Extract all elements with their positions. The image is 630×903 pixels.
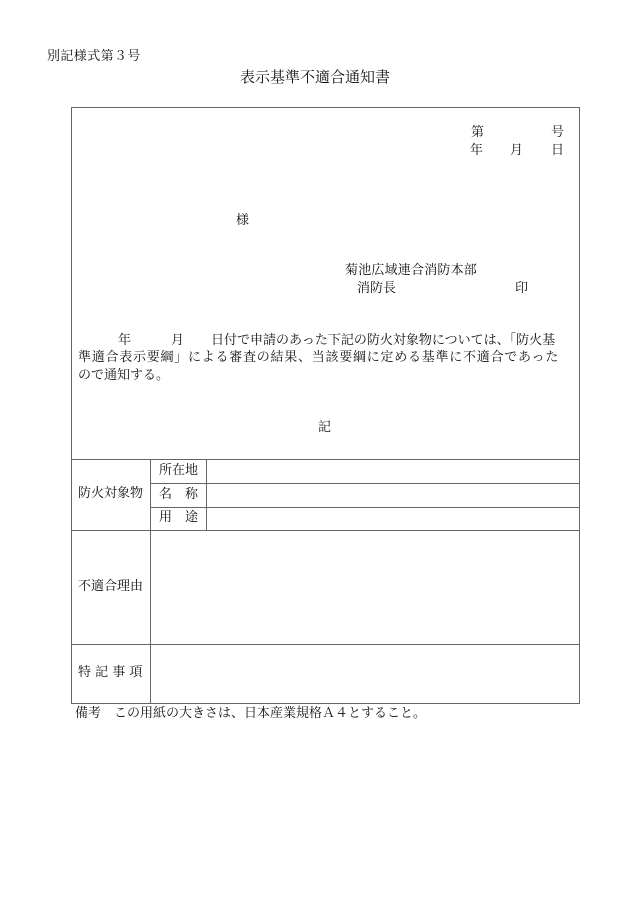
date-month-label: 月: [510, 143, 524, 158]
nonconformity-reason-label: 不適合理由: [78, 579, 144, 594]
name-value-cell: [207, 484, 578, 507]
addressee-honorific: 様: [236, 213, 250, 228]
body-year-label: 年: [118, 333, 132, 348]
special-remarks-value-cell: [151, 645, 578, 702]
number-suffix: 号: [551, 125, 565, 140]
use-label: 用 途: [159, 510, 199, 525]
form-number: 別記様式第３号: [47, 49, 141, 64]
date-year-label: 年: [470, 143, 484, 158]
body-line-3: ので通知する。: [78, 368, 170, 383]
document-title: 表示基準不適合通知書: [240, 68, 391, 86]
body-month-label: 月: [171, 333, 185, 348]
ki-heading: 記: [318, 420, 332, 435]
location-label: 所在地: [159, 463, 199, 478]
use-value-cell: [207, 508, 578, 530]
target-object-label: 防火対象物: [78, 486, 144, 501]
name-label: 名 称: [159, 487, 199, 502]
location-value-cell: [207, 460, 578, 483]
special-remarks-label: 特 記 事 項: [78, 665, 143, 680]
sender-organization: 菊池広域連合消防本部: [345, 263, 478, 278]
number-prefix: 第: [471, 125, 485, 140]
seal-mark: 印: [515, 281, 529, 296]
nonconformity-reason-value-cell: [151, 531, 578, 644]
body-line-2: 準適合表示要綱」による審査の結果、当該要綱に定める基準に不適合であった: [78, 350, 560, 365]
footnote: 備考 この用紙の大きさは、日本産業規格Ａ４とすること。: [75, 706, 427, 721]
date-day-label: 日: [551, 143, 565, 158]
sender-position: 消防長: [357, 281, 397, 296]
body-line-1: 日付で申請のあった下記の防火対象物については、「防火基: [211, 333, 556, 348]
